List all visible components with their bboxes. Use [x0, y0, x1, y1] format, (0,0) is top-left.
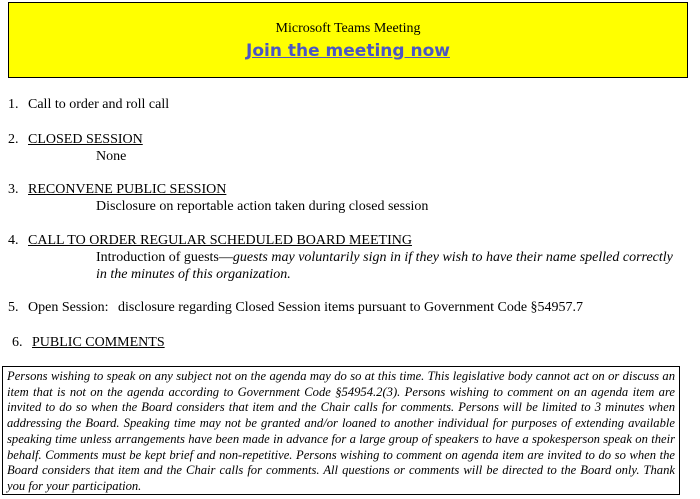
- item-label: RECONVENE PUBLIC SESSION: [28, 182, 227, 197]
- item-label: Call to order and roll call: [28, 97, 170, 112]
- banner-title: Microsoft Teams Meeting: [275, 21, 421, 36]
- item-label: CALL TO ORDER REGULAR SCHEDULED BOARD MEETING: [28, 233, 412, 248]
- item-4-detail-italic-2: in the minutes of this organization.: [96, 267, 291, 282]
- item-4-detail: [96, 249, 686, 266]
- item-number: 4.: [8, 233, 19, 248]
- item-number: 1.: [8, 97, 19, 112]
- item-label: CLOSED SESSION: [28, 132, 143, 147]
- item-4-detail-lead: Introduction of guests—: [96, 250, 233, 265]
- item-number: 6.: [12, 335, 23, 350]
- item-label: PUBLIC COMMENTS: [32, 335, 165, 350]
- agenda-item-4: [8, 232, 412, 249]
- agenda-item-5: [8, 299, 583, 316]
- item-number: 2.: [8, 132, 19, 147]
- agenda-item-6: [12, 334, 165, 351]
- agenda-item-2: [8, 131, 143, 148]
- item-5-detail: disclosure regarding Closed Session items pursuant to Government Code §54957.7: [118, 300, 584, 315]
- join-meeting-link[interactable]: Join the meeting now: [246, 41, 450, 61]
- agenda-item-1: [8, 96, 169, 113]
- item-label: Open Session:: [28, 300, 109, 315]
- public-comments-notice: Persons wishing to speak on any subject not on the agenda may do so at this time. This legislative body cannot act on or discuss an item that is not on the agenda according to Government Code §54954.2(3). Persons wishing to comment on an agenda item are invited to do so when the Board considers that item and the Chair calls for comments. Persons will be limited to 3 minutes when addressing the Board. Speaking time may not be granted and/or loaned to another individual for purposes of extending available speaking time unless arrangements have been made in advance for a large group of speakers to have a spokesperson speak on their behalf. Comments must be kept brief and non-repetitive. Persons wishing to comment on agenda item are invited to do so when the Board considers that item and the Chair calls for comments. All questions or comments will be directed to the Board only. Thank you for your participation.: [2, 366, 680, 495]
- item-4-detail-line2: [96, 266, 291, 283]
- agenda-item-3: [8, 181, 226, 198]
- item-3-detail: Disclosure on reportable action taken during closed session: [96, 199, 429, 214]
- item-number: 3.: [8, 182, 19, 197]
- item-4-detail-italic-1: guests may voluntarily sign in if they wish to have their name spelled correctly: [232, 250, 673, 265]
- item-number: 5.: [8, 300, 19, 315]
- teams-meeting-banner: [8, 2, 688, 78]
- item-2-detail: None: [96, 149, 127, 164]
